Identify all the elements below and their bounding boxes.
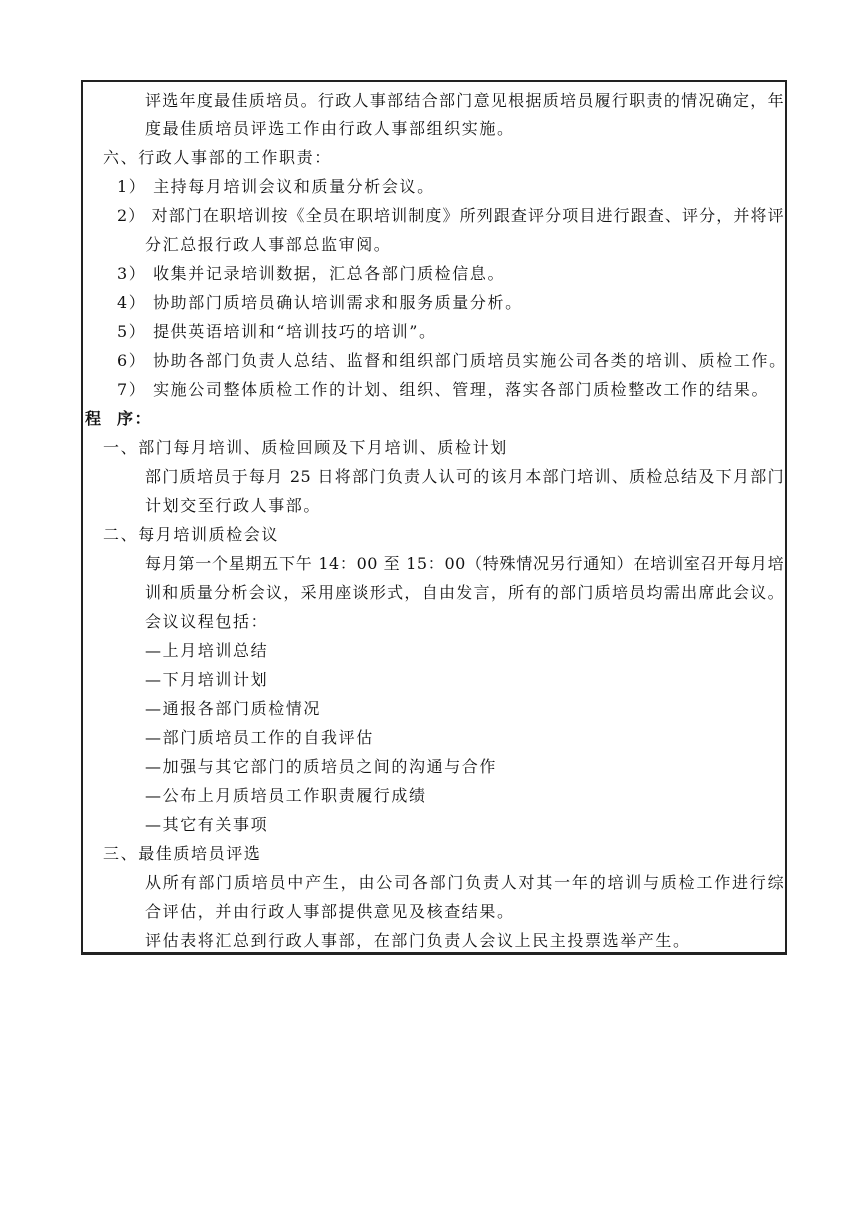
step-one-line-1: 部门质培员于每月 25 日将部门负责人认可的该月本部门培训、质检总结及下月部门	[145, 467, 784, 486]
agenda-item: —公布上月质培员工作职责履行成绩	[145, 786, 427, 805]
intro-line-1: 评选年度最佳质培员。行政人事部结合部门意见根据质培员履行职责的情况确定，年	[145, 91, 784, 110]
step-one-title: 一、部门每月培训、质检回顾及下月培训、质检计划	[103, 438, 508, 457]
duty-item-4: 4） 协助部门质培员确认培训需求和服务质量分析。	[117, 293, 523, 312]
step-three-line-3: 评估表将汇总到行政人事部，在部门负责人会议上民主投票选举产生。	[145, 931, 691, 950]
step-one-line-2: 计划交至行政人事部。	[145, 496, 322, 515]
agenda-item: —部门质培员工作的自我评估	[145, 728, 374, 747]
step-three-line-1: 从所有部门质培员中产生，由公司各部门负责人对其一年的培训与质检工作进行综	[145, 873, 784, 892]
agenda-item: —通报各部门质检情况	[145, 699, 322, 718]
agenda-item: —下月培训计划	[145, 670, 269, 689]
step-two-line-2: 训和质量分析会议，采用座谈形式，自由发言，所有的部门质培员均需出席此会议。	[145, 583, 784, 602]
step-three-line-2: 合评估，并由行政人事部提供意见及核查结果。	[145, 902, 515, 921]
duty-item-6: 6） 协助各部门负责人总结、监督和组织部门质培员实施公司各类的培训、质检工作。	[117, 351, 787, 370]
agenda-item: —加强与其它部门的质培员之间的沟通与合作	[145, 757, 498, 776]
intro-line-2: 度最佳质培员评选工作由行政人事部组织实施。	[145, 119, 515, 138]
duty-item-1: 1） 主持每月培训会议和质量分析会议。	[117, 177, 435, 196]
duty-item-3: 3） 收集并记录培训数据，汇总各部门质检信息。	[117, 264, 506, 283]
section-six-title: 六、行政人事部的工作职责：	[103, 148, 332, 167]
agenda-label: 会议议程包括：	[145, 612, 269, 631]
duty-item-2-line-1: 2） 对部门在职培训按《全员在职培训制度》所列跟查评分项目进行跟查、评分，并将评	[117, 206, 784, 225]
procedure-heading: 程 序：	[85, 409, 153, 428]
step-two-line-1: 每月第一个星期五下午 14：00 至 15：00（特殊情况另行通知）在培训室召开每月培	[145, 554, 784, 573]
duty-item-5: 5） 提供英语培训和“培训技巧的培训”。	[117, 322, 437, 341]
duty-item-7: 7） 实施公司整体质检工作的计划、组织、管理，落实各部门质检整改工作的结果。	[117, 380, 770, 399]
agenda-item: —上月培训总结	[145, 641, 269, 660]
step-three-title: 三、最佳质培员评选	[103, 844, 262, 863]
duty-item-2-line-2: 分汇总报行政人事部总监审阅。	[145, 235, 392, 254]
step-two-title: 二、每月培训质检会议	[103, 525, 280, 544]
agenda-item: —其它有关事项	[145, 815, 269, 834]
